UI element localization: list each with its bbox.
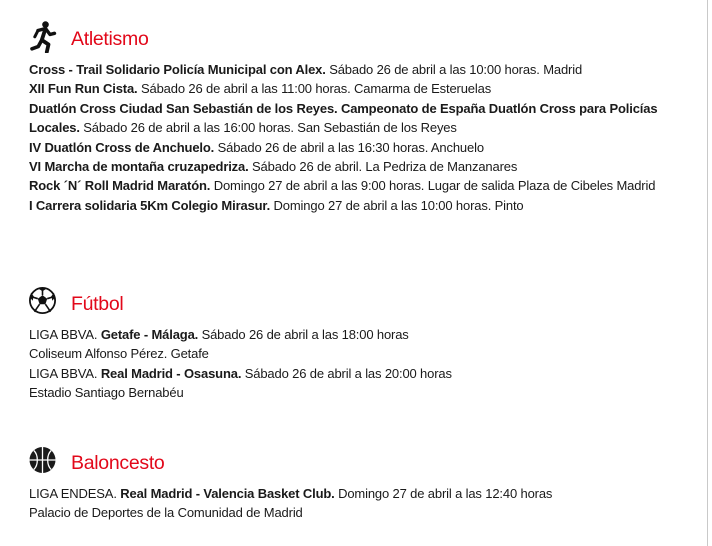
venue: Estadio Santiago Bernabéu [29, 385, 184, 401]
event-details: Sábado 26 de abril a las 16:00 horas. San Sebastián de los Reyes [79, 120, 457, 136]
event-name: I Carrera solidaria 5Km Colegio Mirasur. [29, 197, 271, 213]
list-item [29, 325, 699, 364]
section-header [29, 21, 699, 53]
match-time: Domingo 27 de abril a las 12:40 horas [334, 486, 553, 501]
section-futbol [29, 286, 699, 403]
match-time: Sábado 26 de abril a las 18:00 horas [198, 327, 409, 342]
list-item [29, 196, 699, 215]
competition-label: LIGA BBVA. [29, 365, 101, 381]
section-header [29, 445, 699, 477]
list-item [29, 364, 699, 403]
event-details: Sábado 26 de abril a las 11:00 horas. Camarma de Esteruelas [137, 81, 492, 97]
section-baloncesto [29, 445, 699, 523]
runner-icon [29, 21, 59, 53]
competition-label: LIGA BBVA. [29, 327, 101, 342]
competition-label: LIGA ENDESA. [29, 486, 121, 501]
match-line [29, 325, 699, 344]
list-item [29, 176, 699, 195]
list-item [29, 60, 699, 79]
list-item [29, 79, 699, 98]
event-details: Domingo 27 de abril a las 9:00 horas. Lugar de salida Plaza de Cibeles Madrid [210, 178, 656, 194]
venue: Coliseum Alfonso Pérez. Getafe [29, 346, 209, 362]
list-item [29, 157, 699, 176]
event-list [29, 484, 699, 523]
event-list [29, 325, 699, 403]
event-name: Duatlón Cross Ciudad San Sebastián de los Reyes. Campeonato de España Duatlón Cross para Policías Locales. [29, 100, 658, 136]
match-line [29, 484, 699, 503]
event-name: Cross - Trail Solidario Policía Municipal con Alex. [29, 62, 326, 77]
event-list [29, 60, 699, 215]
event-name: VI Marcha de montaña cruzapedriza. [29, 159, 249, 175]
event-details: Sábado 26 de abril a las 10:00 horas. Madrid [325, 62, 583, 77]
soccer-ball-icon [29, 286, 59, 318]
match-name: Real Madrid - Valencia Basket Club. [120, 486, 335, 501]
event-details: Sábado 26 de abril. La Pedriza de Manzanares [248, 159, 518, 175]
section-header [29, 286, 699, 318]
section-atletismo [29, 21, 699, 215]
list-item [29, 138, 699, 157]
basketball-icon [29, 445, 59, 477]
section-title: Baloncesto [71, 452, 165, 474]
event-details: Sábado 26 de abril a las 16:30 horas. Anchuelo [214, 139, 484, 155]
event-name: Rock ´N´ Roll Madrid Maratón. [29, 178, 211, 194]
match-name: Real Madrid - Osasuna. [100, 365, 242, 381]
match-name: Getafe - Málaga. [100, 327, 199, 342]
list-item [29, 99, 699, 138]
section-title: Atletismo [71, 28, 149, 50]
section-title: Fútbol [71, 293, 124, 315]
venue: Palacio de Deportes de la Comunidad de Madrid [29, 505, 303, 521]
event-name: XII Fun Run Cista. [29, 81, 138, 97]
match-line [29, 364, 699, 383]
event-name: IV Duatlón Cross de Anchuelo. [29, 139, 215, 155]
event-details: Domingo 27 de abril a las 10:00 horas. Pinto [270, 197, 524, 213]
list-item [29, 484, 699, 523]
match-time: Sábado 26 de abril a las 20:00 horas [241, 365, 452, 381]
